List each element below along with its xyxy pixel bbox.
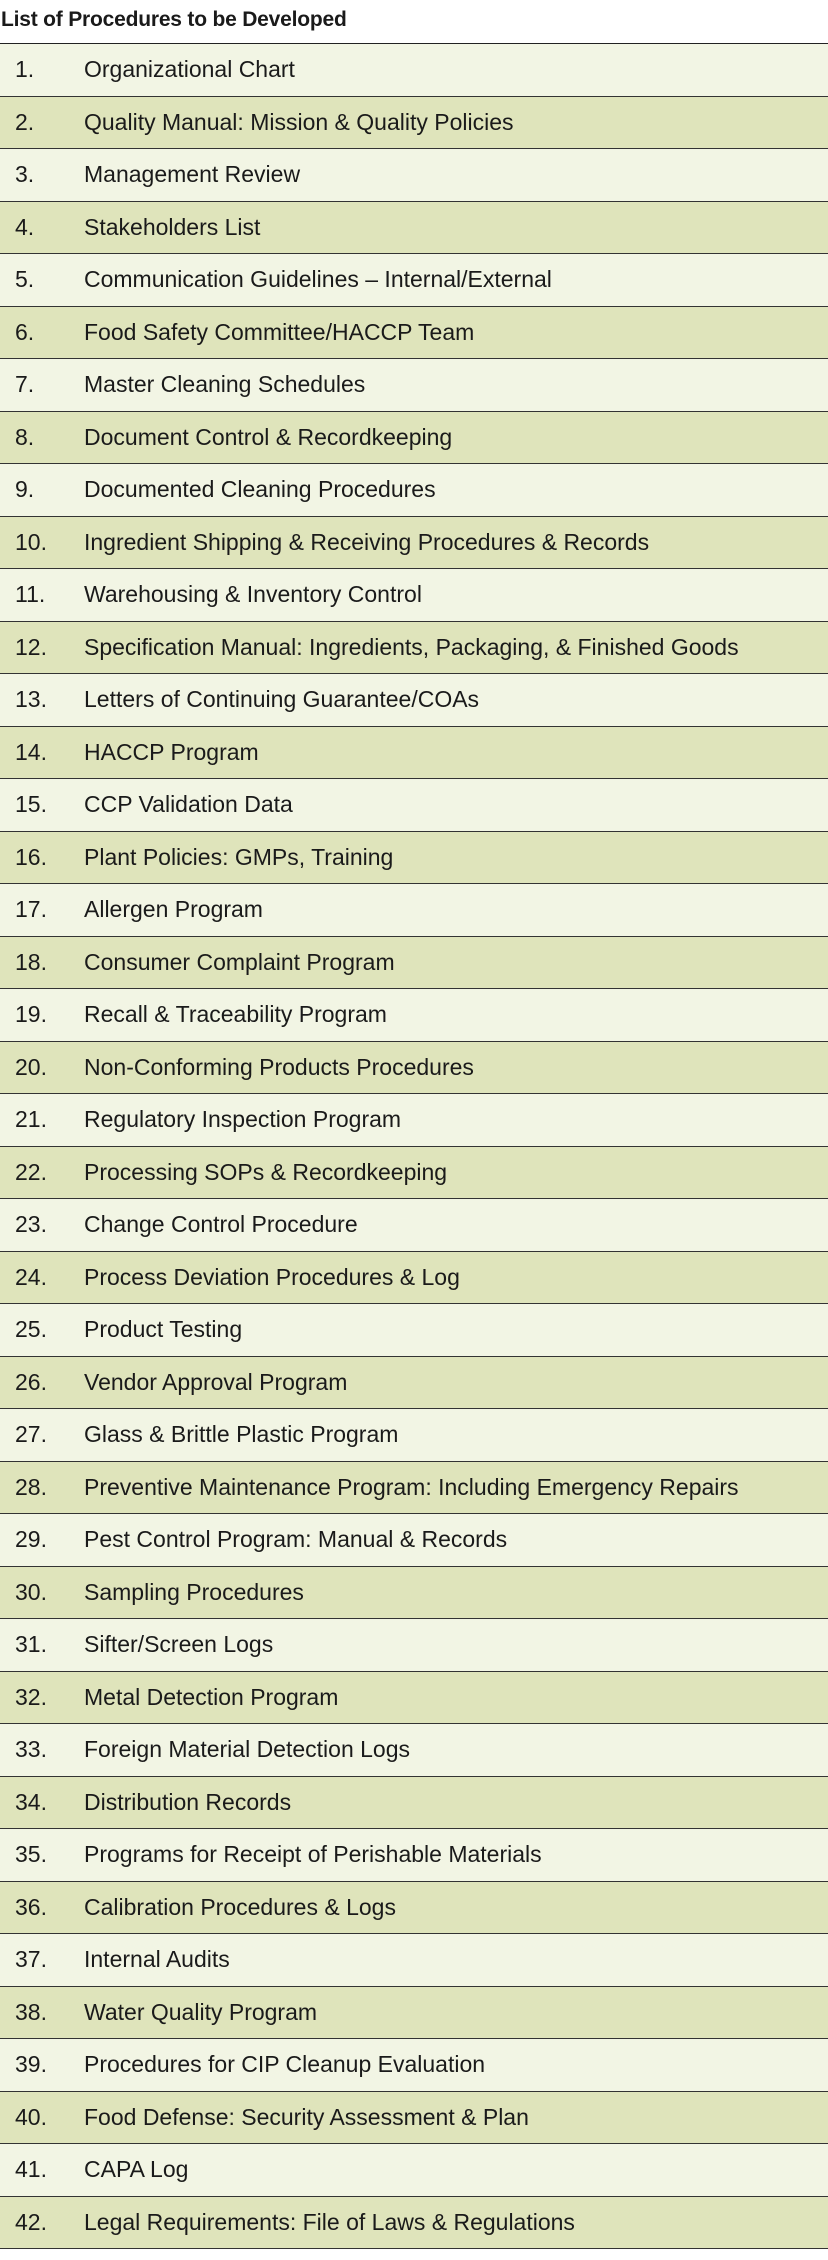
item-number: 21. — [15, 1106, 47, 1133]
list-item — [0, 1042, 828, 1095]
item-text: Processing SOPs & Recordkeeping — [84, 1158, 448, 1185]
item-number: 26. — [15, 1368, 47, 1395]
item-number: 20. — [15, 1053, 47, 1080]
item-text: Process Deviation Procedures & Log — [84, 1263, 460, 1290]
item-number: 19. — [15, 1001, 47, 1028]
item-text: Food Safety Committee/HACCP Team — [84, 318, 475, 345]
item-number: 2. — [15, 108, 35, 135]
item-text: Allergen Program — [84, 896, 263, 923]
item-text: Consumer Complaint Program — [84, 948, 395, 975]
list-item — [0, 1409, 828, 1462]
item-number: 7. — [15, 371, 35, 398]
item-number: 37. — [15, 1946, 47, 1973]
list-item — [0, 2039, 828, 2092]
item-text: Foreign Material Detection Logs — [84, 1736, 410, 1763]
item-number: 36. — [15, 1893, 47, 1920]
list-item — [0, 1567, 828, 1620]
item-number: 34. — [15, 1788, 47, 1815]
item-number: 14. — [15, 738, 47, 765]
list-item — [0, 1987, 828, 2040]
item-text: Change Control Procedure — [84, 1211, 358, 1238]
item-number: 27. — [15, 1421, 47, 1448]
item-text: Procedures for CIP Cleanup Evaluation — [84, 2051, 486, 2078]
item-text: Non-Conforming Products Procedures — [84, 1053, 474, 1080]
item-text: HACCP Program — [84, 738, 259, 765]
list-item — [0, 2092, 828, 2145]
item-number: 40. — [15, 2103, 47, 2130]
list-item — [0, 307, 828, 360]
item-number: 42. — [15, 2208, 47, 2235]
procedures-list — [0, 44, 828, 2249]
item-text: Stakeholders List — [84, 213, 261, 240]
item-text: Distribution Records — [84, 1788, 292, 1815]
item-number: 1. — [15, 56, 35, 83]
page-title: List of Procedures to be Developed — [0, 0, 828, 44]
list-item — [0, 464, 828, 517]
item-number: 18. — [15, 948, 47, 975]
list-item — [0, 517, 828, 570]
item-text: Vendor Approval Program — [84, 1368, 348, 1395]
item-number: 25. — [15, 1316, 47, 1343]
list-item — [0, 1777, 828, 1830]
list-item — [0, 97, 828, 150]
item-number: 9. — [15, 476, 35, 503]
item-number: 24. — [15, 1263, 47, 1290]
item-text: Document Control & Recordkeeping — [84, 423, 453, 450]
list-item — [0, 622, 828, 675]
item-text: Water Quality Program — [84, 1998, 318, 2025]
item-number: 23. — [15, 1211, 47, 1238]
list-item — [0, 989, 828, 1042]
list-item — [0, 359, 828, 412]
item-number: 16. — [15, 843, 47, 870]
list-item — [0, 2197, 828, 2250]
item-text: Pest Control Program: Manual & Records — [84, 1526, 508, 1553]
item-text: Food Defense: Security Assessment & Plan — [84, 2103, 529, 2130]
item-text: Regulatory Inspection Program — [84, 1106, 402, 1133]
list-item — [0, 1672, 828, 1725]
item-text: Organizational Chart — [84, 56, 295, 83]
list-item — [0, 149, 828, 202]
item-text: Ingredient Shipping & Receiving Procedures & Records — [84, 528, 650, 555]
item-text: Recall & Traceability Program — [84, 1001, 387, 1028]
item-text: Preventive Maintenance Program: Including Emergency Repairs — [84, 1473, 739, 1500]
item-number: 22. — [15, 1158, 47, 1185]
list-item — [0, 1304, 828, 1357]
list-item — [0, 1514, 828, 1567]
list-item — [0, 1252, 828, 1305]
item-number: 39. — [15, 2051, 47, 2078]
item-number: 6. — [15, 318, 35, 345]
item-number: 12. — [15, 633, 47, 660]
list-item — [0, 569, 828, 622]
list-item — [0, 1934, 828, 1987]
item-number: 5. — [15, 266, 35, 293]
item-text: Quality Manual: Mission & Quality Policies — [84, 108, 514, 135]
list-item — [0, 779, 828, 832]
list-item — [0, 254, 828, 307]
item-text: Legal Requirements: File of Laws & Regulations — [84, 2208, 575, 2235]
item-number: 15. — [15, 791, 47, 818]
list-item — [0, 1724, 828, 1777]
list-item — [0, 2144, 828, 2197]
list-item — [0, 727, 828, 780]
item-number: 4. — [15, 213, 35, 240]
item-number: 38. — [15, 1998, 47, 2025]
item-number: 30. — [15, 1578, 47, 1605]
item-text: Metal Detection Program — [84, 1683, 339, 1710]
item-text: Communication Guidelines – Internal/External — [84, 266, 552, 293]
list-item — [0, 1882, 828, 1935]
list-item — [0, 202, 828, 255]
list-item — [0, 1357, 828, 1410]
list-item — [0, 412, 828, 465]
item-text: Documented Cleaning Procedures — [84, 476, 436, 503]
list-item — [0, 44, 828, 97]
item-text: Glass & Brittle Plastic Program — [84, 1421, 399, 1448]
list-item — [0, 674, 828, 727]
item-number: 17. — [15, 896, 47, 923]
list-item — [0, 937, 828, 990]
item-number: 41. — [15, 2156, 47, 2183]
list-item — [0, 1199, 828, 1252]
item-number: 33. — [15, 1736, 47, 1763]
item-text: CCP Validation Data — [84, 791, 293, 818]
item-text: Plant Policies: GMPs, Training — [84, 843, 394, 870]
item-number: 8. — [15, 423, 35, 450]
item-number: 29. — [15, 1526, 47, 1553]
item-text: Management Review — [84, 161, 301, 188]
item-text: Master Cleaning Schedules — [84, 371, 366, 398]
item-text: Sifter/Screen Logs — [84, 1631, 274, 1658]
item-number: 31. — [15, 1631, 47, 1658]
list-item — [0, 1094, 828, 1147]
item-text: CAPA Log — [84, 2156, 189, 2183]
list-item — [0, 884, 828, 937]
item-number: 35. — [15, 1841, 47, 1868]
item-number: 3. — [15, 161, 35, 188]
item-text: Sampling Procedures — [84, 1578, 304, 1605]
item-number: 32. — [15, 1683, 47, 1710]
item-text: Letters of Continuing Guarantee/COAs — [84, 686, 480, 713]
item-number: 10. — [15, 528, 47, 555]
list-item — [0, 1147, 828, 1200]
item-text: Product Testing — [84, 1316, 243, 1343]
item-number: 11. — [15, 581, 46, 608]
item-text: Calibration Procedures & Logs — [84, 1893, 396, 1920]
list-item — [0, 1619, 828, 1672]
list-item — [0, 1462, 828, 1515]
item-number: 13. — [15, 686, 47, 713]
item-number: 28. — [15, 1473, 47, 1500]
item-text: Programs for Receipt of Perishable Materials — [84, 1841, 542, 1868]
item-text: Internal Audits — [84, 1946, 230, 1973]
list-item — [0, 1829, 828, 1882]
item-text: Specification Manual: Ingredients, Packaging, & Finished Goods — [84, 633, 739, 660]
item-text: Warehousing & Inventory Control — [84, 581, 422, 608]
list-item — [0, 832, 828, 885]
